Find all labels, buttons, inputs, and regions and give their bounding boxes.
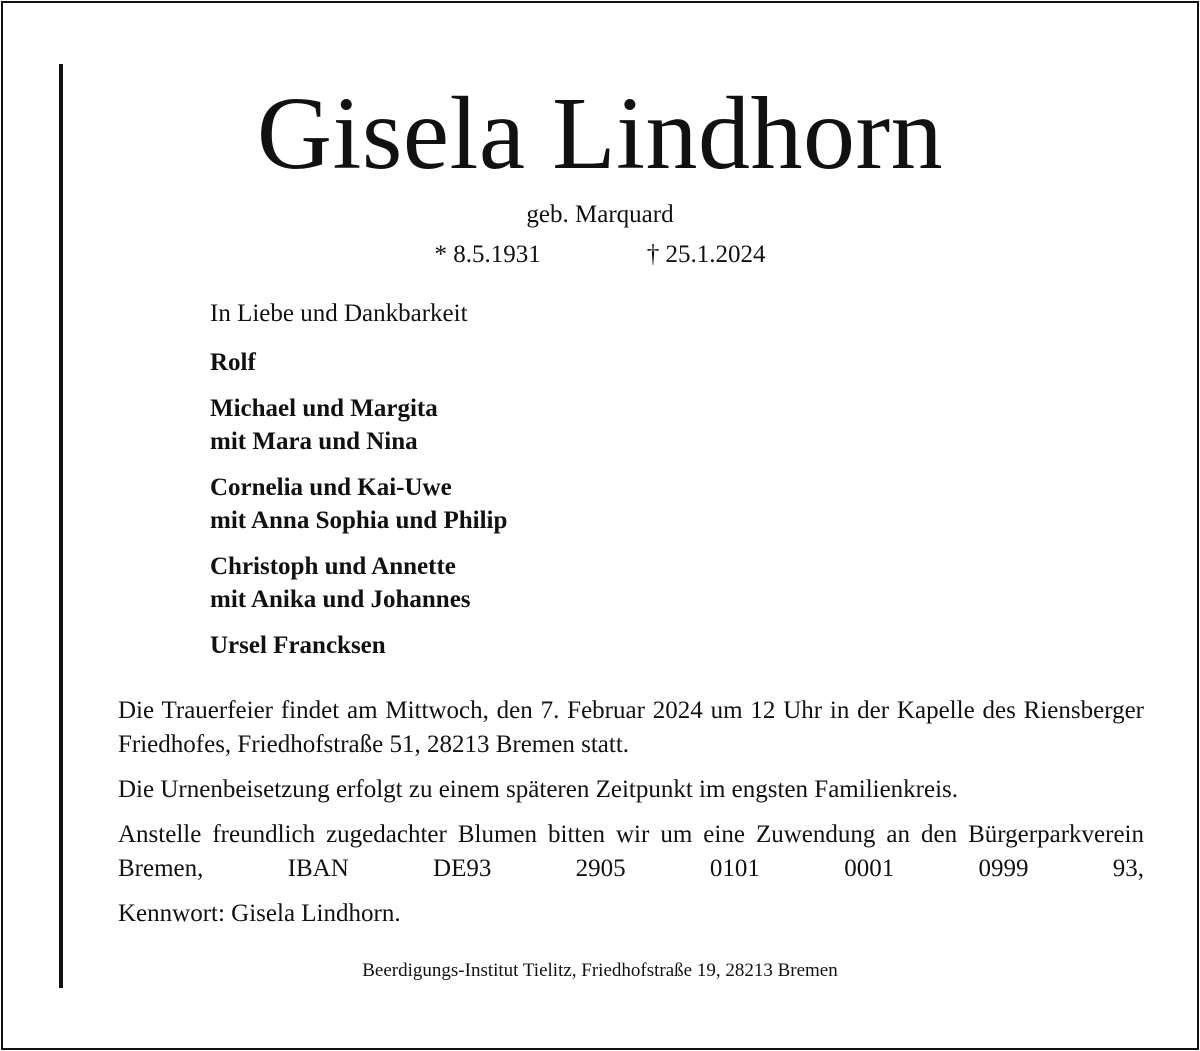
mourners-intro: In Liebe und Dankbarkeit <box>210 300 468 327</box>
mourner-group <box>210 550 1010 616</box>
mourners-list <box>210 298 1010 675</box>
mourner-line: Ursel Francksen <box>210 631 386 659</box>
mourner-line: mit Mara und Nina <box>210 427 418 455</box>
burial-paragraph: Die Urnenbeisetzung erfolgt zu einem späteren Zeitpunkt im engsten Familienkreis. <box>118 776 959 803</box>
mourner-group <box>210 346 1010 379</box>
deceased-name: Gisela Lindhorn <box>256 76 944 191</box>
birth-name: geb. Marquard <box>526 201 674 228</box>
donation-paragraph: Anstelle freundlich zugedachter Blumen bitten wir um eine Zuwendung an den Bürgerparkverein Bremen, IBAN DE93 2905 0101 0001 0999 93, <box>118 821 1144 882</box>
donation-reference: Kennwort: Gisela Lindhorn. <box>118 900 401 927</box>
mourner-group <box>210 392 1010 458</box>
mourner-line: mit Anika und Johannes <box>210 585 471 613</box>
mourner-line: Rolf <box>210 348 256 376</box>
life-dates <box>0 240 1200 270</box>
mourner-line: Cornelia und Kai-Uwe <box>210 473 452 501</box>
funeral-paragraph: Die Trauerfeier findet am Mittwoch, den 7. Februar 2024 um 12 Uhr in der Kapelle des Riensberger Friedhofes, Friedhofstraße 51, 28213 Bremen statt. <box>118 697 1144 758</box>
birth-date: * 8.5.1931 <box>434 241 541 268</box>
undertaker-line: Beerdigungs-Institut Tielitz, Friedhofstraße 19, 28213 Bremen <box>362 960 838 981</box>
mourner-line: mit Anna Sophia und Philip <box>210 506 508 534</box>
service-details <box>118 694 1144 931</box>
mourner-group <box>210 629 1010 662</box>
death-date: † 25.1.2024 <box>646 241 766 268</box>
mourner-line: Christoph und Annette <box>210 552 456 580</box>
mourner-group <box>210 471 1010 537</box>
mourner-line: Michael und Margita <box>210 394 438 422</box>
